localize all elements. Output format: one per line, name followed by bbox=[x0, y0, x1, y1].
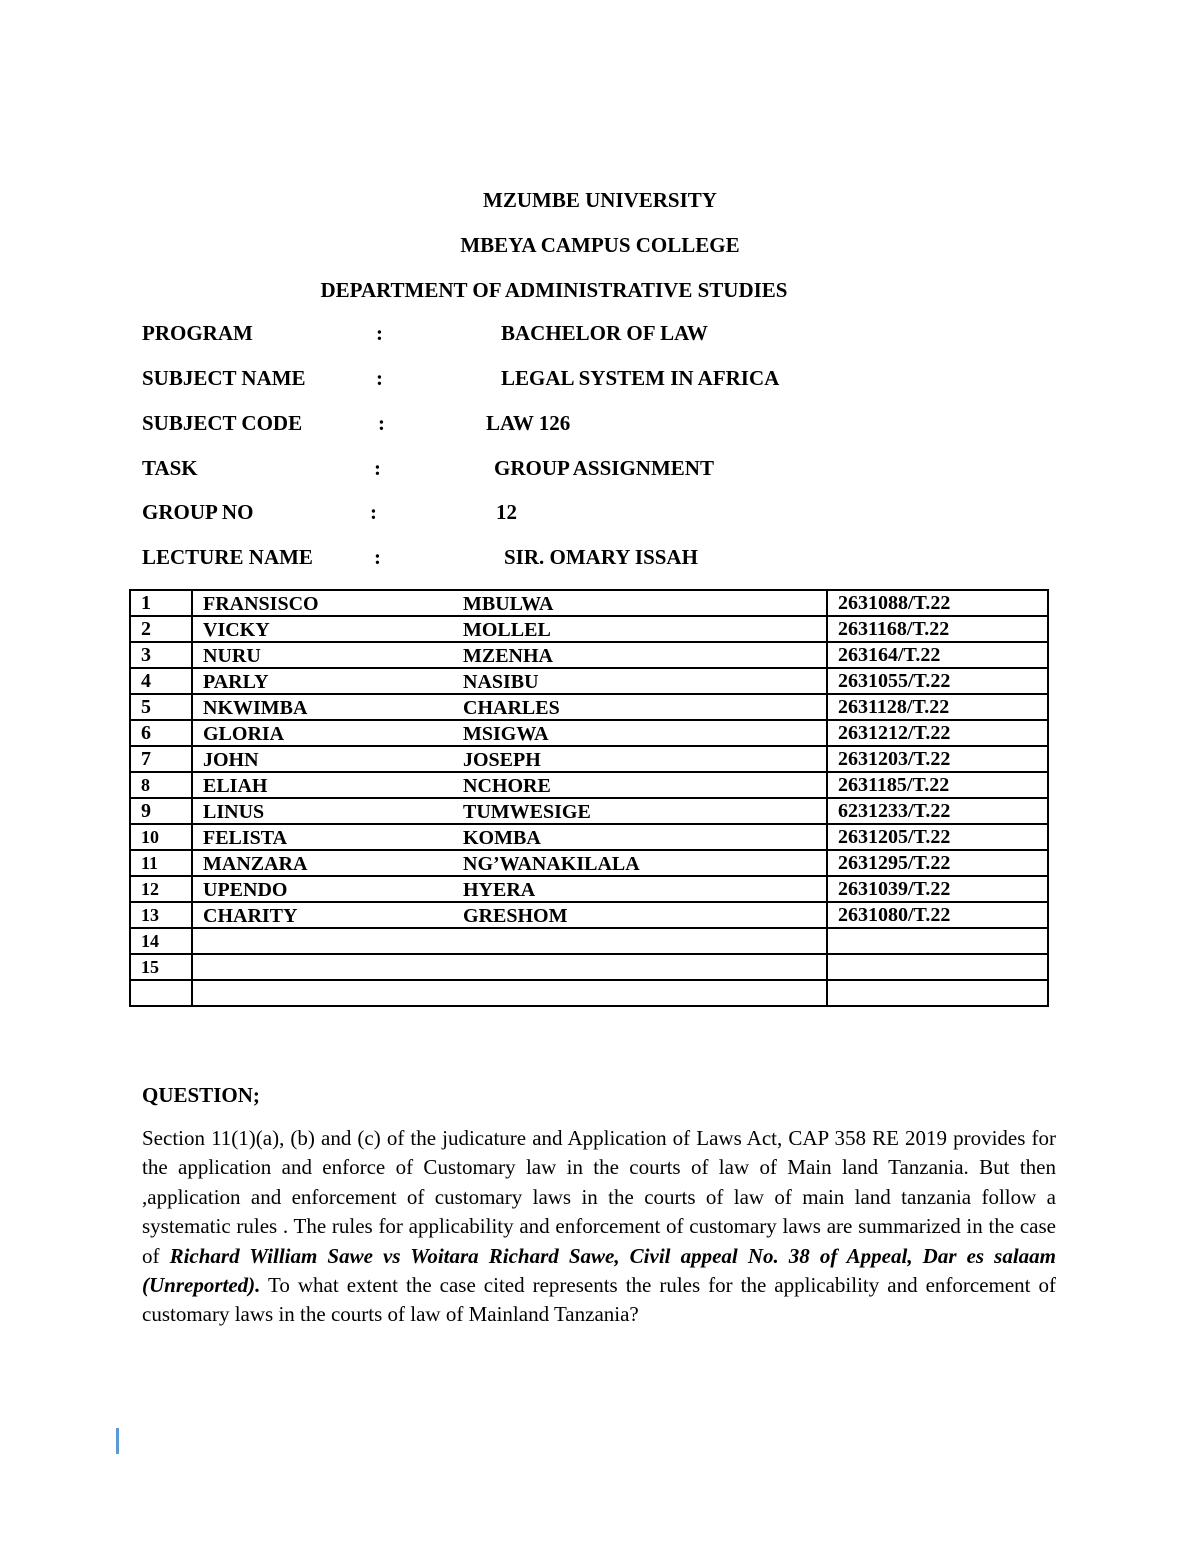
member-first-name: JOHN bbox=[203, 749, 259, 771]
member-name bbox=[192, 746, 827, 772]
table-row bbox=[130, 980, 1048, 1006]
group-members-table bbox=[129, 589, 1049, 1007]
member-reg-number: 2631203/T.22 bbox=[827, 746, 1048, 772]
member-last-name: GRESHOM bbox=[463, 905, 568, 927]
text-cursor bbox=[116, 1428, 119, 1454]
member-last-name: KOMBA bbox=[463, 827, 541, 849]
info-label: LECTURE NAME bbox=[142, 545, 313, 569]
table-row bbox=[130, 746, 1048, 772]
table-row bbox=[130, 928, 1048, 954]
info-label: SUBJECT NAME bbox=[142, 366, 306, 390]
info-label: PROGRAM bbox=[142, 321, 253, 345]
member-reg-number: 2631205/T.22 bbox=[827, 824, 1048, 850]
member-number: 9 bbox=[130, 798, 192, 824]
info-value: LAW 126 bbox=[486, 411, 571, 435]
member-reg-number: 6231233/T.22 bbox=[827, 798, 1048, 824]
member-reg-number: 2631185/T.22 bbox=[827, 772, 1048, 798]
member-first-name: LINUS bbox=[203, 801, 265, 823]
member-name bbox=[192, 590, 827, 616]
member-number: 12 bbox=[130, 876, 192, 902]
member-reg-number: 2631295/T.22 bbox=[827, 850, 1048, 876]
member-number: 1 bbox=[130, 590, 192, 616]
member-name bbox=[192, 694, 827, 720]
member-name bbox=[192, 928, 827, 954]
member-name bbox=[192, 876, 827, 902]
member-first-name: UPENDO bbox=[203, 879, 288, 901]
member-name bbox=[192, 954, 827, 980]
member-last-name: MOLLEL bbox=[463, 619, 551, 641]
member-first-name: VICKY bbox=[203, 619, 270, 641]
member-last-name: JOSEPH bbox=[463, 749, 541, 771]
member-number: 6 bbox=[130, 720, 192, 746]
member-reg-number bbox=[827, 954, 1048, 980]
table-row bbox=[130, 694, 1048, 720]
university-title: MZUMBE UNIVERSITY bbox=[483, 188, 717, 212]
table-row bbox=[130, 824, 1048, 850]
member-name bbox=[192, 772, 827, 798]
table-row bbox=[130, 590, 1048, 616]
member-first-name: NURU bbox=[203, 645, 261, 667]
member-last-name: MSIGWA bbox=[463, 723, 549, 745]
info-separator: : bbox=[374, 545, 381, 569]
member-name bbox=[192, 902, 827, 928]
member-number: 5 bbox=[130, 694, 192, 720]
info-label: SUBJECT CODE bbox=[142, 411, 303, 435]
table-row bbox=[130, 668, 1048, 694]
member-number: 14 bbox=[130, 928, 192, 954]
member-last-name: NCHORE bbox=[463, 775, 551, 797]
member-reg-number: 2631088/T.22 bbox=[827, 590, 1048, 616]
info-separator: : bbox=[374, 456, 381, 480]
member-reg-number: 2631212/T.22 bbox=[827, 720, 1048, 746]
member-name bbox=[192, 642, 827, 668]
member-number bbox=[130, 980, 192, 1006]
member-first-name: FRANSISCO bbox=[203, 593, 319, 615]
question-text-part2: To what extent the case cited represents the rules for the applicability and enforcement of customary laws in the courts of law of Mainland Tanzania? bbox=[142, 1273, 1057, 1327]
member-reg-number: 263164/T.22 bbox=[827, 642, 1048, 668]
member-number: 15 bbox=[130, 954, 192, 980]
info-separator: : bbox=[376, 366, 383, 390]
member-name bbox=[192, 668, 827, 694]
info-value: LEGAL SYSTEM IN AFRICA bbox=[501, 366, 780, 390]
case-citation: Richard William Sawe vs Woitara Richard Sawe, Civil appeal No. 38 of Appeal, Dar es salaam (Unreported). bbox=[142, 1243, 1056, 1298]
member-reg-number: 2631080/T.22 bbox=[827, 902, 1048, 928]
table-row bbox=[130, 902, 1048, 928]
info-label: GROUP NO bbox=[142, 500, 254, 524]
member-number: 8 bbox=[130, 772, 192, 798]
question-text bbox=[142, 1124, 1056, 1330]
member-last-name: CHARLES bbox=[463, 697, 560, 719]
member-reg-number: 2631055/T.22 bbox=[827, 668, 1048, 694]
member-number: 11 bbox=[130, 850, 192, 876]
member-number: 4 bbox=[130, 668, 192, 694]
info-value: 12 bbox=[496, 500, 517, 524]
member-number: 2 bbox=[130, 616, 192, 642]
member-number: 10 bbox=[130, 824, 192, 850]
member-name bbox=[192, 616, 827, 642]
member-first-name: ELIAH bbox=[203, 775, 268, 797]
member-last-name: MBULWA bbox=[463, 593, 554, 615]
table-row bbox=[130, 954, 1048, 980]
info-separator: : bbox=[370, 500, 377, 524]
member-name bbox=[192, 850, 827, 876]
member-number: 7 bbox=[130, 746, 192, 772]
question-heading: QUESTION; bbox=[142, 1083, 260, 1107]
info-value: BACHELOR OF LAW bbox=[501, 321, 708, 345]
member-last-name: NASIBU bbox=[463, 671, 539, 693]
question-text-part1: Section 11(1)(a), (b) and (c) of the judicature and Application of Laws Act, CAP 358 RE 2019 provides for the application and enforce of Customary law in the courts of law of Main land Tanzania. But then ,application and enforcement of customary laws in the courts of law of main land tanzania follow a systematic rules . The rules for applicability and enforcement of customary laws are summarized in the case of bbox=[142, 1126, 1056, 1268]
member-first-name: GLORIA bbox=[203, 723, 285, 745]
member-last-name: MZENHA bbox=[463, 645, 553, 667]
table-row bbox=[130, 876, 1048, 902]
info-value: GROUP ASSIGNMENT bbox=[494, 456, 714, 480]
table-row bbox=[130, 798, 1048, 824]
member-reg-number bbox=[827, 980, 1048, 1006]
member-first-name: CHARITY bbox=[203, 905, 298, 927]
campus-title: MBEYA CAMPUS COLLEGE bbox=[460, 233, 740, 257]
member-last-name: TUMWESIGE bbox=[463, 801, 591, 823]
department-title: DEPARTMENT OF ADMINISTRATIVE STUDIES bbox=[320, 278, 788, 302]
info-label: TASK bbox=[142, 456, 198, 480]
info-separator: : bbox=[376, 321, 383, 345]
member-first-name: PARLY bbox=[203, 671, 269, 693]
info-value: SIR. OMARY ISSAH bbox=[504, 545, 698, 569]
member-reg-number: 2631128/T.22 bbox=[827, 694, 1048, 720]
table-row bbox=[130, 772, 1048, 798]
member-reg-number: 2631168/T.22 bbox=[827, 616, 1048, 642]
member-last-name: HYERA bbox=[463, 879, 536, 901]
member-first-name: MANZARA bbox=[203, 853, 308, 875]
table-row bbox=[130, 642, 1048, 668]
table-row bbox=[130, 616, 1048, 642]
member-number: 3 bbox=[130, 642, 192, 668]
member-reg-number: 2631039/T.22 bbox=[827, 876, 1048, 902]
member-last-name: NG’WANAKILALA bbox=[463, 853, 640, 875]
member-first-name: NKWIMBA bbox=[203, 697, 308, 719]
member-reg-number bbox=[827, 928, 1048, 954]
table-row bbox=[130, 850, 1048, 876]
member-name bbox=[192, 720, 827, 746]
member-name bbox=[192, 798, 827, 824]
info-separator: : bbox=[378, 411, 385, 435]
member-number: 13 bbox=[130, 902, 192, 928]
table-row bbox=[130, 720, 1048, 746]
member-name bbox=[192, 980, 827, 1006]
member-first-name: FELISTA bbox=[203, 827, 288, 849]
member-name bbox=[192, 824, 827, 850]
